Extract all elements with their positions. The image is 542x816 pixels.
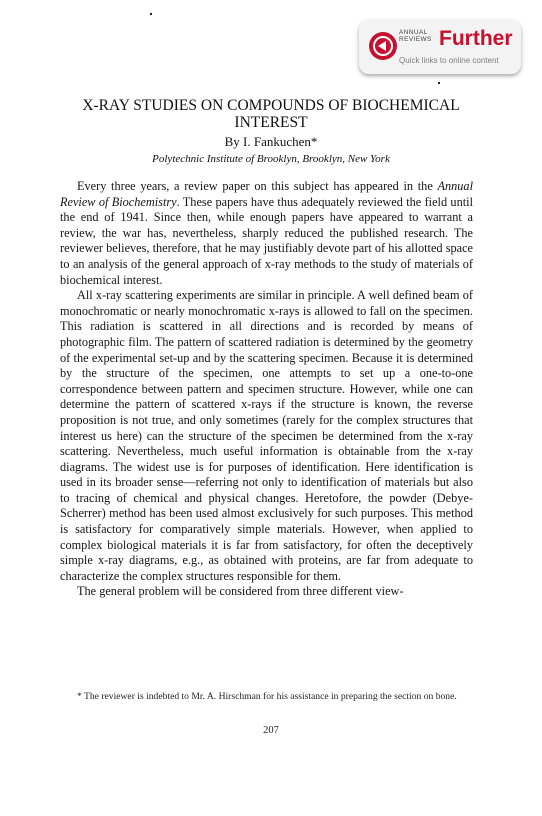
badge-line-annual: ANNUAL [399, 29, 428, 36]
print-speck [438, 82, 440, 84]
article-body [60, 179, 473, 600]
footnote-text: * The reviewer is indebted to Mr. A. Hirschman for his assistance in preparing the section on bone. [77, 691, 457, 702]
badge-subtitle: Quick links to online content [399, 56, 499, 65]
journal-name: Annual Review of Biochemistry [60, 179, 473, 209]
page-number: 207 [263, 725, 279, 736]
article-author: By I. Fankuchen* [224, 134, 318, 149]
further-badge[interactable] [359, 20, 521, 74]
footnote [60, 691, 473, 703]
play-arrow-icon [369, 32, 397, 60]
paragraph-text-before: Every three years, a review paper on this subject has appeared in the [77, 179, 438, 193]
badge-further-label: Further [439, 27, 513, 50]
paragraph: All x-ray scattering experiments are similar in principle. A well defined beam of monochromatic or nearly monochromatic x-rays is allowed to fall on the specimen. This radiation is scattered in all directions and is recorded by means of photographic film. The pattern of scattered radiation is determined by the geometry of the experimental set-up and by the scattering specimen. Because it is determined by the structure of the specimen, one attempts to set up a one-to-one correspondence between pattern and specimen structure. However, while one can determine the pattern of scattered x-rays if the structure is known, the reverse proposition is not true, and only sometimes (rarely for the complex structures that interest us here) can the structure of the specimen be determined from the x-ray scattering. Nevertheless, much useful information is obtainable from the x-ray diagrams. The widest use is for purposes of identification. Here identification is used in its broader sense—referring not only to identification of materials but also to tracing of chemical and physical changes. Heretofore, the powder (Debye-Scherrer) method has been used almost exclusively for such purposes. This method is satisfactory for comparatively simple materials. However, when applied to complex biological materials it is far from satisfactory, for often the deceptively simple x-ray diagrams, e.g., as obtained with proteins, are far from adequate to characterize the complex structures responsible for them. [60, 288, 473, 583]
paragraph-text-after: . These papers have thus adequately reviewed the field until the end of 1941. Since then, while enough papers have appeared to warrant a review, the war has, nevertheless, sharply reduced the published research. The reviewer believes, therefore, that he may justifiably devote part of his allotted space to an analysis of the general approach of x-ray methods to the study of materials of biochemical interest. [60, 194, 473, 287]
print-speck [150, 13, 152, 15]
paragraph: The general problem will be considered from three different view- [77, 584, 404, 599]
article-title: X-RAY STUDIES ON COMPOUNDS OF BIOCHEMICAL INTEREST [82, 97, 460, 131]
paragraph [60, 179, 473, 288]
badge-line-reviews: REVIEWS [399, 36, 432, 43]
article-affiliation: Polytechnic Institute of Brooklyn, Brooklyn, New York [152, 153, 390, 165]
